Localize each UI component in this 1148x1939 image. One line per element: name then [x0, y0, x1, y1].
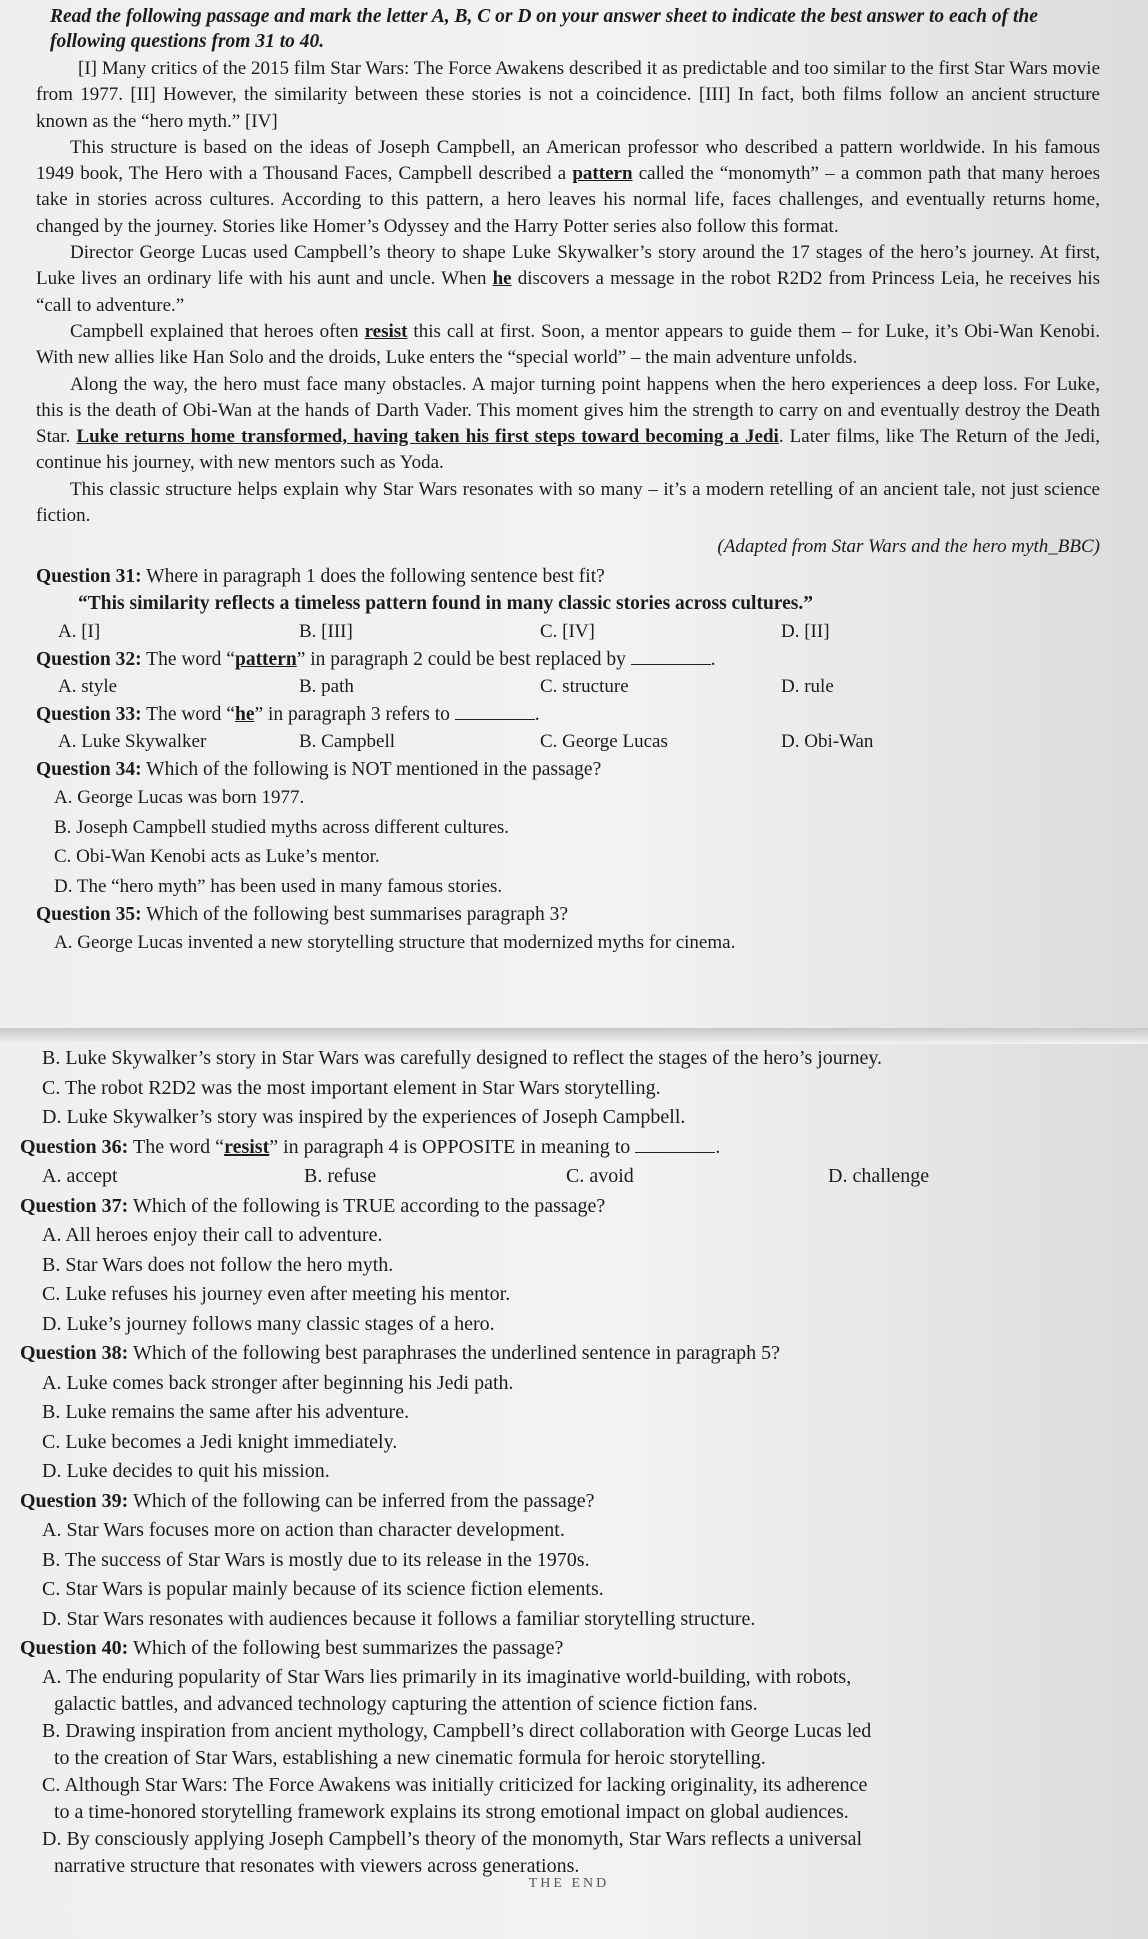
underlined-he: he	[492, 268, 512, 290]
option-39-a[interactable]: A. Star Wars focuses more on action than character development.	[42, 1519, 565, 1541]
question-31	[36, 563, 1100, 590]
option-40-b-line-2: to the creation of Star Wars, establishing a new cinematic formula for heroic storytelling.	[54, 1746, 766, 1769]
option-31-a[interactable]: A. [I]	[58, 621, 101, 643]
option-38-b[interactable]: B. Luke remains the same after his adventure.	[42, 1401, 410, 1423]
option-39-c[interactable]: C. Star Wars is popular mainly because of its science fiction elements.	[42, 1578, 604, 1600]
option-32-a[interactable]: A. style	[58, 676, 118, 698]
question-31-options	[58, 618, 1100, 646]
question-39-text: Which of the following can be inferred from the passage?	[128, 1489, 595, 1512]
option-35-d[interactable]: D. Luke Skywalker’s story was inspired by the experiences of Joseph Campbell.	[42, 1106, 686, 1128]
question-32-word: pattern	[234, 649, 297, 671]
option-36-a[interactable]: A. accept	[42, 1165, 118, 1187]
option-39-b[interactable]: B. The success of Star Wars is mostly due to its release in the 1970s.	[42, 1548, 590, 1571]
question-38-number: Question 38:	[20, 1342, 129, 1364]
question-32-end: .	[710, 649, 716, 671]
question-36-text-a: The word “	[128, 1135, 225, 1158]
option-34-a[interactable]: A. George Lucas was born 1977.	[54, 787, 305, 809]
paragraph-5-text-a: Along the way, the hero must face many obstacles. A major turning point happens when the hero experiences a deep loss. For Luke, this is the death of Obi-Wan at the hands of Darth Vader. This moment gives him the strength to carry on and eventually destroy the Death Star.	[36, 373, 1100, 448]
question-36-end: .	[715, 1135, 721, 1158]
paragraph-2	[36, 135, 1100, 240]
option-40-b[interactable]	[42, 1718, 1118, 1772]
question-36	[20, 1133, 1118, 1163]
option-33-b[interactable]: B. Campbell	[299, 731, 396, 753]
option-40-c[interactable]	[42, 1772, 1118, 1826]
paragraph-5	[36, 372, 1100, 477]
option-39-d[interactable]: D. Star Wars resonates with audiences because it follows a familiar storytelling structure.	[42, 1607, 756, 1630]
option-34-c[interactable]: C. Obi-Wan Kenobi acts as Luke’s mentor.	[54, 846, 380, 868]
option-40-d-line-1: D. By consciously applying Joseph Campbell’s theory of the monomyth, Star Wars reflects a universal	[42, 1827, 863, 1850]
question-33-text-a: The word “	[141, 704, 235, 726]
option-33-c[interactable]: C. George Lucas	[540, 731, 668, 753]
option-40-a-line-1: A. The enduring popularity of Star Wars lies primarily in its imaginative world-building, with robots,	[42, 1665, 852, 1688]
paragraph-1-text: [I] Many critics of the 2015 film Star Wars: The Force Awakens described it as predictable and too similar to the first Star Wars movie from 1977. [II] However, the similarity between these stories is not a coincidence. [III] In fact, both films follow an ancient structure known as the “hero myth.” [IV]	[36, 58, 1100, 132]
question-31-text: Where in paragraph 1 does the following sentence best fit?	[141, 566, 605, 588]
question-39-number: Question 39:	[20, 1489, 129, 1512]
questions-section	[0, 1044, 1148, 1939]
question-39	[20, 1487, 1118, 1517]
paragraph-4	[36, 319, 1100, 372]
option-33-d[interactable]: D. Obi-Wan	[781, 731, 874, 753]
question-40	[20, 1634, 1118, 1664]
underlined-resist: resist	[364, 320, 408, 342]
paragraph-4-text-b: this call at first. Soon, a mentor appears to guide them – for Luke, it’s Obi-Wan Kenobi. With new allies like Han Solo and the droids, Luke enters the “special world” – the main adventure unfolds.	[36, 320, 1101, 369]
option-40-c-line-1: C. Although Star Wars: The Force Awakens was initially criticized for lacking originality, its adherence	[42, 1773, 868, 1796]
paragraph-2-text-a: This structure is based on the ideas of Joseph Campbell, an American professor who described a pattern worldwide. In his famous 1949 book, The Hero with a Thousand Faces, Campbell described a	[36, 136, 1100, 185]
question-32	[36, 646, 1100, 673]
option-37-a[interactable]: A. All heroes enjoy their call to adventure.	[42, 1224, 383, 1246]
option-37-d[interactable]: D. Luke’s journey follows many classic stages of a hero.	[42, 1312, 495, 1335]
question-37-text: Which of the following is TRUE according to the passage?	[128, 1194, 606, 1217]
end-marker: THE END	[528, 1875, 610, 1891]
question-31-quote: “This similarity reflects a timeless pattern found in many classic stories across cultures.”	[78, 593, 813, 615]
option-35-a[interactable]: A. George Lucas invented a new storytelling structure that modernized myths for cinema.	[54, 932, 736, 954]
answer-blank	[455, 719, 535, 720]
question-33-word: he	[234, 704, 255, 726]
question-33-options	[58, 728, 1100, 756]
question-36-word: resist	[224, 1135, 270, 1158]
question-35-number: Question 35:	[36, 904, 142, 926]
question-37-number: Question 37:	[20, 1194, 129, 1217]
question-32-number: Question 32:	[36, 649, 142, 671]
option-31-b[interactable]: B. [III]	[299, 621, 353, 643]
option-33-a[interactable]: A. Luke Skywalker	[58, 731, 207, 753]
question-35	[36, 901, 1100, 928]
option-40-c-line-2: to a time-honored storytelling framework explains its strong emotional impact on global audiences.	[54, 1800, 849, 1823]
answer-blank	[635, 1152, 715, 1153]
option-32-c[interactable]: C. structure	[540, 676, 629, 698]
question-36-text-b: ” in paragraph 4 is OPPOSITE in meaning to	[269, 1135, 636, 1158]
option-36-b[interactable]: B. refuse	[304, 1165, 377, 1187]
paragraph-2-text-b: called the “monomyth” – a common path that many heroes take in stories across cultures. According to this pattern, a hero leaves his normal life, faces challenges, and eventually returns home, changed by the journey. Stories like Homer’s Odyssey and the Harry Potter series also follow this format.	[36, 163, 1100, 237]
question-32-text-a: The word “	[141, 649, 235, 671]
option-36-d[interactable]: D. challenge	[828, 1165, 930, 1187]
page-fold	[0, 1028, 1148, 1044]
question-31-number: Question 31:	[36, 566, 142, 588]
underlined-pattern: pattern	[572, 163, 633, 185]
question-34	[36, 756, 1100, 783]
question-40-number: Question 40:	[20, 1637, 129, 1659]
question-36-number: Question 36:	[20, 1135, 129, 1158]
paragraph-3-text-a: Director George Lucas used Campbell’s theory to shape Luke Skywalker’s story around the 17 stages of the hero’s journey. At first, Luke lives an ordinary life with his aunt and uncle. When	[36, 242, 1100, 290]
paragraph-3-text-b: discovers a message in the robot R2D2 from Princess Leia, he receives his “call to adventure.”	[36, 268, 1100, 316]
answer-blank	[631, 664, 711, 665]
option-31-c[interactable]: C. [IV]	[540, 621, 595, 643]
question-40-text: Which of the following best summarizes the passage?	[128, 1637, 564, 1659]
question-34-text: Which of the following is NOT mentioned in the passage?	[141, 759, 602, 781]
question-38	[20, 1339, 1118, 1369]
question-33-end: .	[534, 704, 540, 726]
option-40-b-line-1: B. Drawing inspiration from ancient mythology, Campbell’s direct collaboration with George Lucas led	[42, 1719, 872, 1742]
source-citation: (Adapted from Star Wars and the hero myth_BBC)	[717, 536, 1100, 558]
option-32-b[interactable]: B. path	[299, 676, 354, 698]
option-37-b[interactable]: B. Star Wars does not follow the hero myth.	[42, 1253, 394, 1276]
option-40-a-line-2: galactic battles, and advanced technology capturing the attention of science fiction fans.	[54, 1692, 758, 1715]
question-32-options	[58, 673, 1100, 701]
question-35-text: Which of the following best summarises paragraph 3?	[141, 904, 569, 926]
instruction-text: Read the following passage and mark the letter A, B, C or D on your answer sheet to indicate the best answer to each of the following questions from 31 to 40.	[50, 6, 1038, 52]
question-38-text: Which of the following best paraphrases the underlined sentence in paragraph 5?	[128, 1342, 780, 1364]
paragraph-4-text-a: Campbell explained that heroes often	[70, 320, 365, 342]
option-38-d[interactable]: D. Luke decides to quit his mission.	[42, 1460, 330, 1482]
option-34-d[interactable]: D. The “hero myth” has been used in many famous stories.	[54, 875, 503, 897]
option-38-c[interactable]: C. Luke becomes a Jedi knight immediately.	[42, 1430, 398, 1453]
question-36-options	[42, 1162, 1118, 1192]
option-36-c[interactable]: C. avoid	[566, 1165, 634, 1187]
paragraph-6: This classic structure helps explain why Star Wars resonates with so many – it’s a modern retelling of an ancient tale, not just science fiction.	[36, 478, 1100, 527]
question-34-number: Question 34:	[36, 759, 142, 781]
paragraph-1	[36, 56, 1100, 135]
option-38-a[interactable]: A. Luke comes back stronger after beginning his Jedi path.	[42, 1371, 514, 1394]
question-33-number: Question 33:	[36, 704, 142, 726]
question-33-text-b: ” in paragraph 3 refers to	[254, 704, 455, 726]
paragraph-3	[36, 240, 1100, 319]
option-34-b[interactable]: B. Joseph Campbell studied myths across different cultures.	[54, 816, 510, 838]
option-32-d[interactable]: D. rule	[781, 676, 834, 698]
question-37	[20, 1192, 1118, 1222]
option-37-c[interactable]: C. Luke refuses his journey even after meeting his mentor.	[42, 1283, 511, 1305]
option-40-d-line-2: narrative structure that resonates with viewers across generations.	[54, 1854, 580, 1877]
option-40-d[interactable]	[42, 1826, 1118, 1880]
option-35-b[interactable]: B. Luke Skywalker’s story in Star Wars was carefully designed to reflect the stages of the hero’s journey.	[42, 1047, 883, 1069]
option-40-a[interactable]	[42, 1664, 1118, 1718]
question-33	[36, 701, 1100, 728]
question-32-text-b: ” in paragraph 2 could be best replaced by	[296, 649, 631, 671]
underlined-sentence: Luke returns home transformed, having taken his first steps toward becoming a Jedi	[76, 426, 779, 448]
option-35-c[interactable]: C. The robot R2D2 was the most important element in Star Wars storytelling.	[42, 1076, 661, 1099]
paragraph-5-text-b: . Later films, like The Return of the Jedi, continue his journey, with new mentors such as Yoda.	[36, 426, 1101, 474]
option-31-d[interactable]: D. [II]	[781, 621, 830, 643]
